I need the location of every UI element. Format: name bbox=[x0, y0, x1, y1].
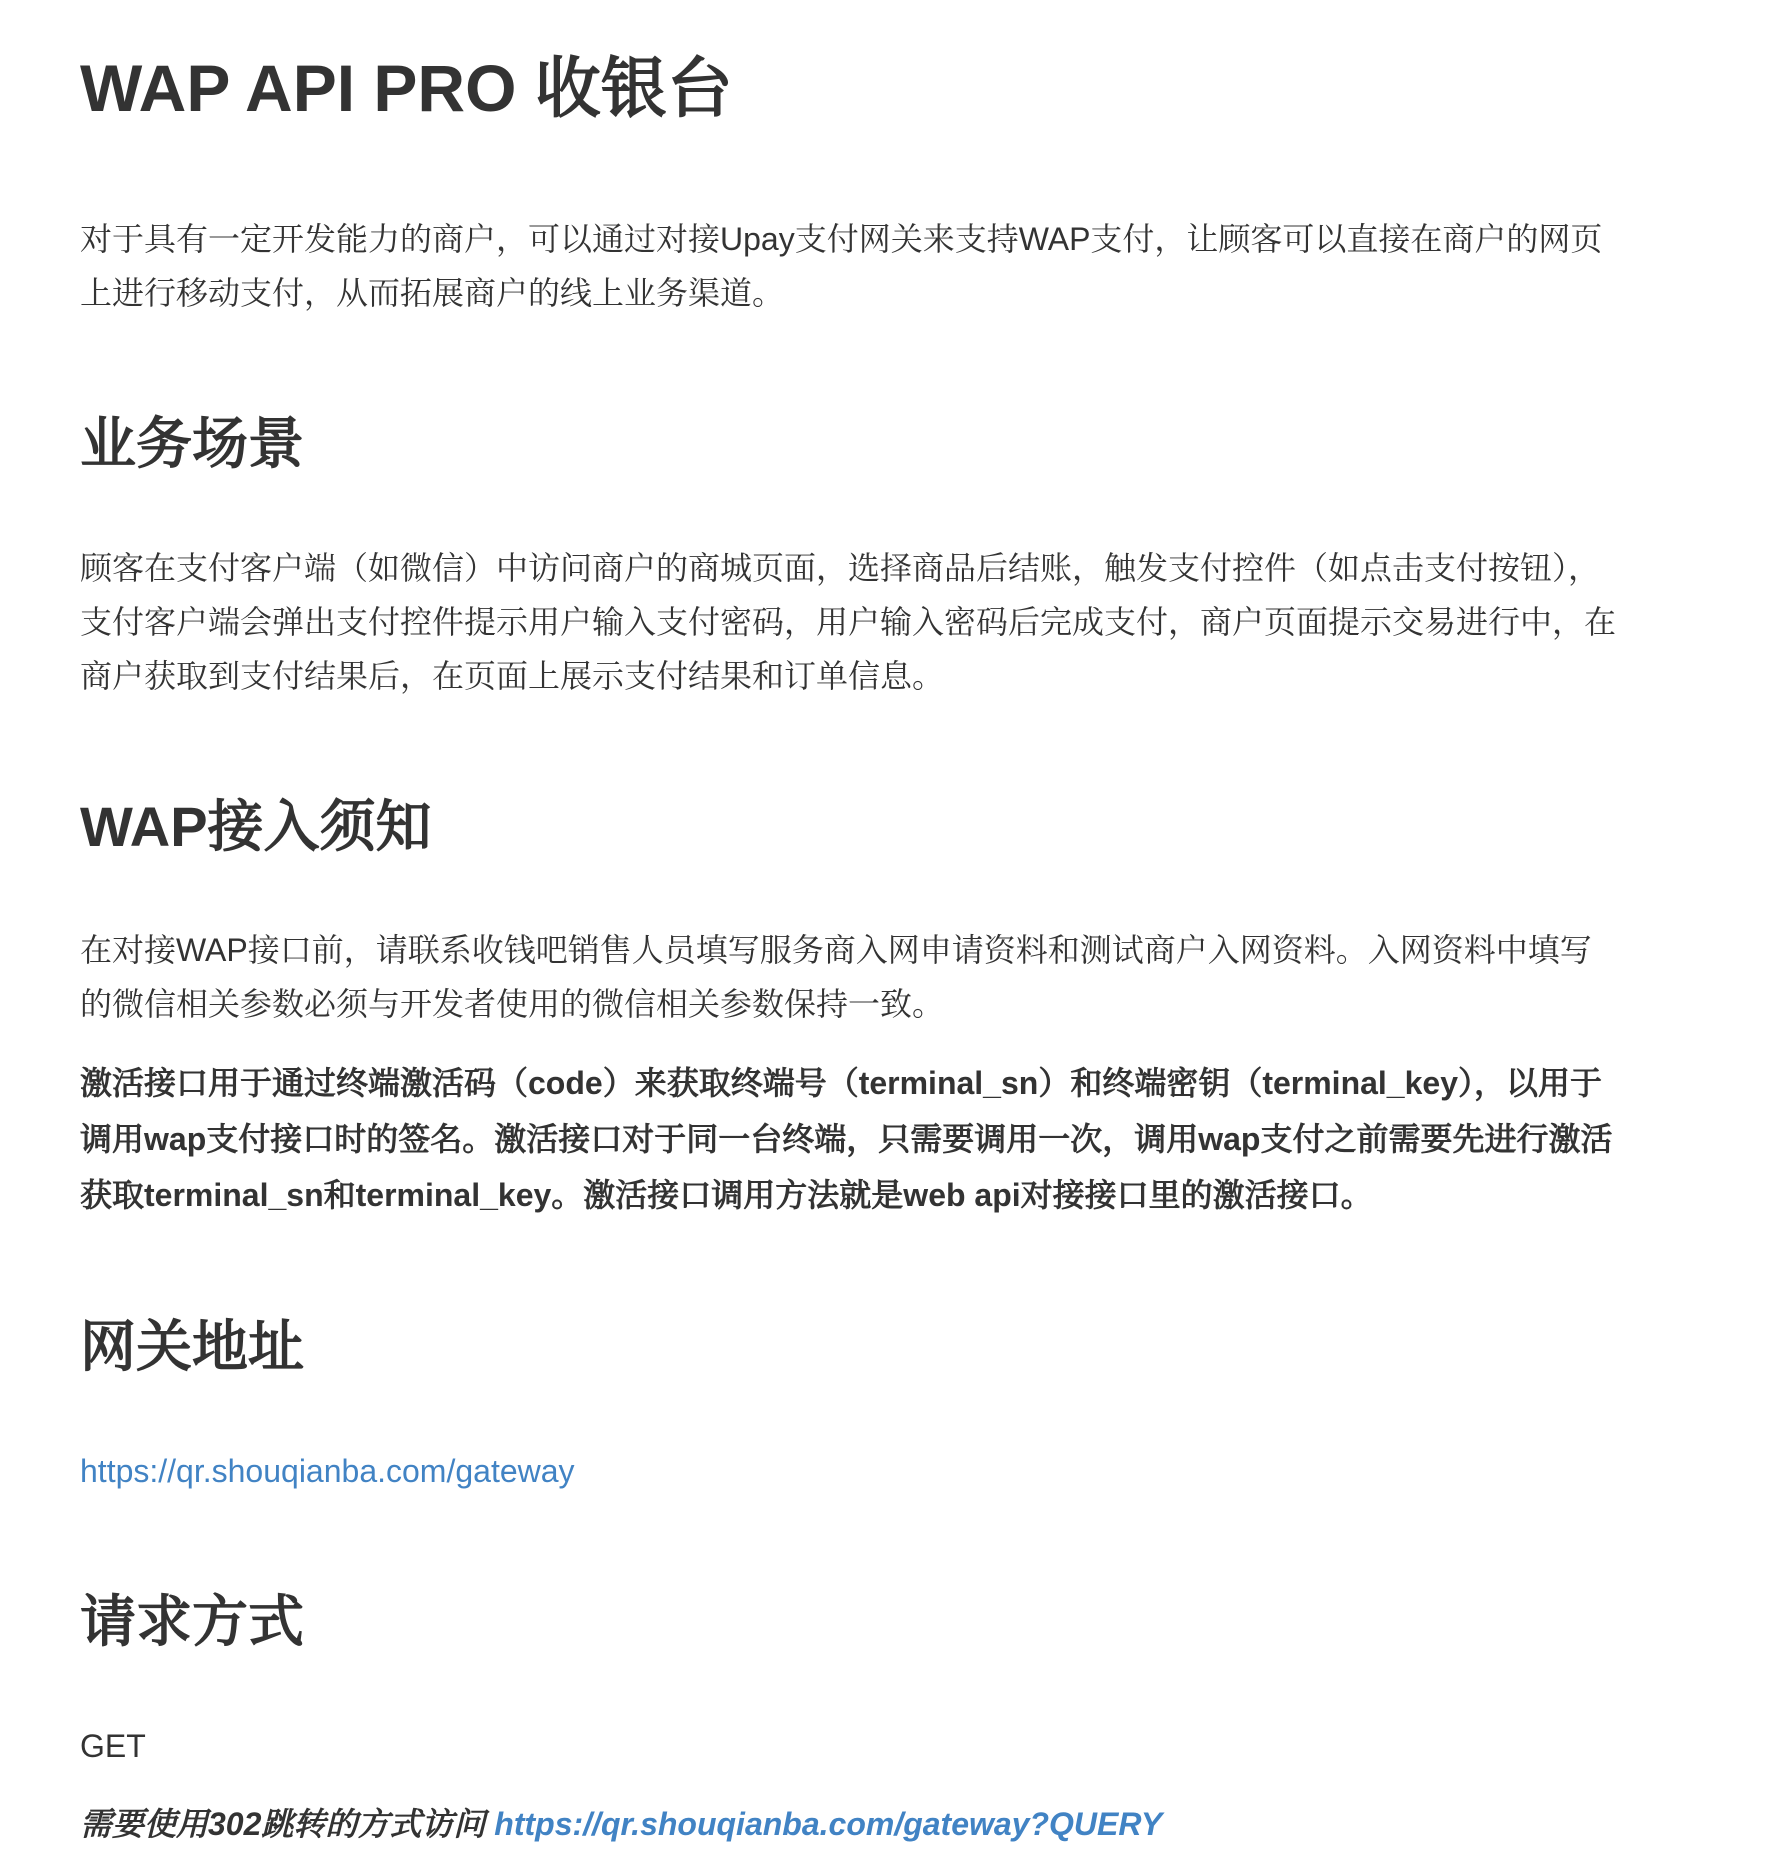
section-heading-notice: WAP接入须知 bbox=[80, 794, 432, 858]
gateway-url-paragraph bbox=[80, 1444, 1620, 1498]
page-title: WAP API PRO 收银台 bbox=[80, 51, 733, 125]
section-heading-gateway: 网关地址 bbox=[80, 1315, 304, 1379]
section-heading-method: 请求方式 bbox=[80, 1590, 304, 1654]
redirect-note-text: 需要使用302跳转的方式访问 bbox=[80, 1805, 495, 1842]
scenario-paragraph: 顾客在支付客户端（如微信）中访问商户的商城页面，选择商品后结账，触发支付控件（如点击支付按钮），支付客户端会弹出支付控件提示用户输入支付密码，用户输入密码后完成支付，商户页面提示交易进行中，在商户获取到支付结果后，在页面上展示支付结果和订单信息。 bbox=[80, 549, 1617, 694]
method-value: GET bbox=[80, 1727, 146, 1764]
document-content bbox=[80, 30, 1620, 1875]
redirect-url-link[interactable]: https://qr.shouqianba.com/gateway?QUERY bbox=[494, 1805, 1163, 1842]
notice-paragraph: 在对接WAP接口前，请联系收钱吧销售人员填写服务商入网申请资料和测试商户入网资料。入网资料中填写的微信相关参数必须与开发者使用的微信相关参数保持一致。 bbox=[80, 932, 1592, 1023]
activation-note-paragraph: 激活接口用于通过终端激活码（code）来获取终端号（terminal_sn）和终端密钥（terminal_key），以用于调用wap支付接口时的签名。激活接口对于同一台终端，只需要调用一次，调用wap支付之前需要先进行激活获取terminal_sn和terminal_key。激活接口调用方法就是web api对接接口里的激活接口。 bbox=[80, 1065, 1613, 1214]
gateway-url-link[interactable]: https://qr.shouqianba.com/gateway bbox=[80, 1453, 575, 1490]
section-heading-scenario: 业务场景 bbox=[80, 411, 304, 475]
redirect-note-paragraph bbox=[80, 1797, 1620, 1851]
intro-paragraph: 对于具有一定开发能力的商户，可以通过对接Upay支付网关来支持WAP支付，让顾客可以直接在商户的网页上进行移动支付，从而拓展商户的线上业务渠道。 bbox=[80, 220, 1603, 311]
